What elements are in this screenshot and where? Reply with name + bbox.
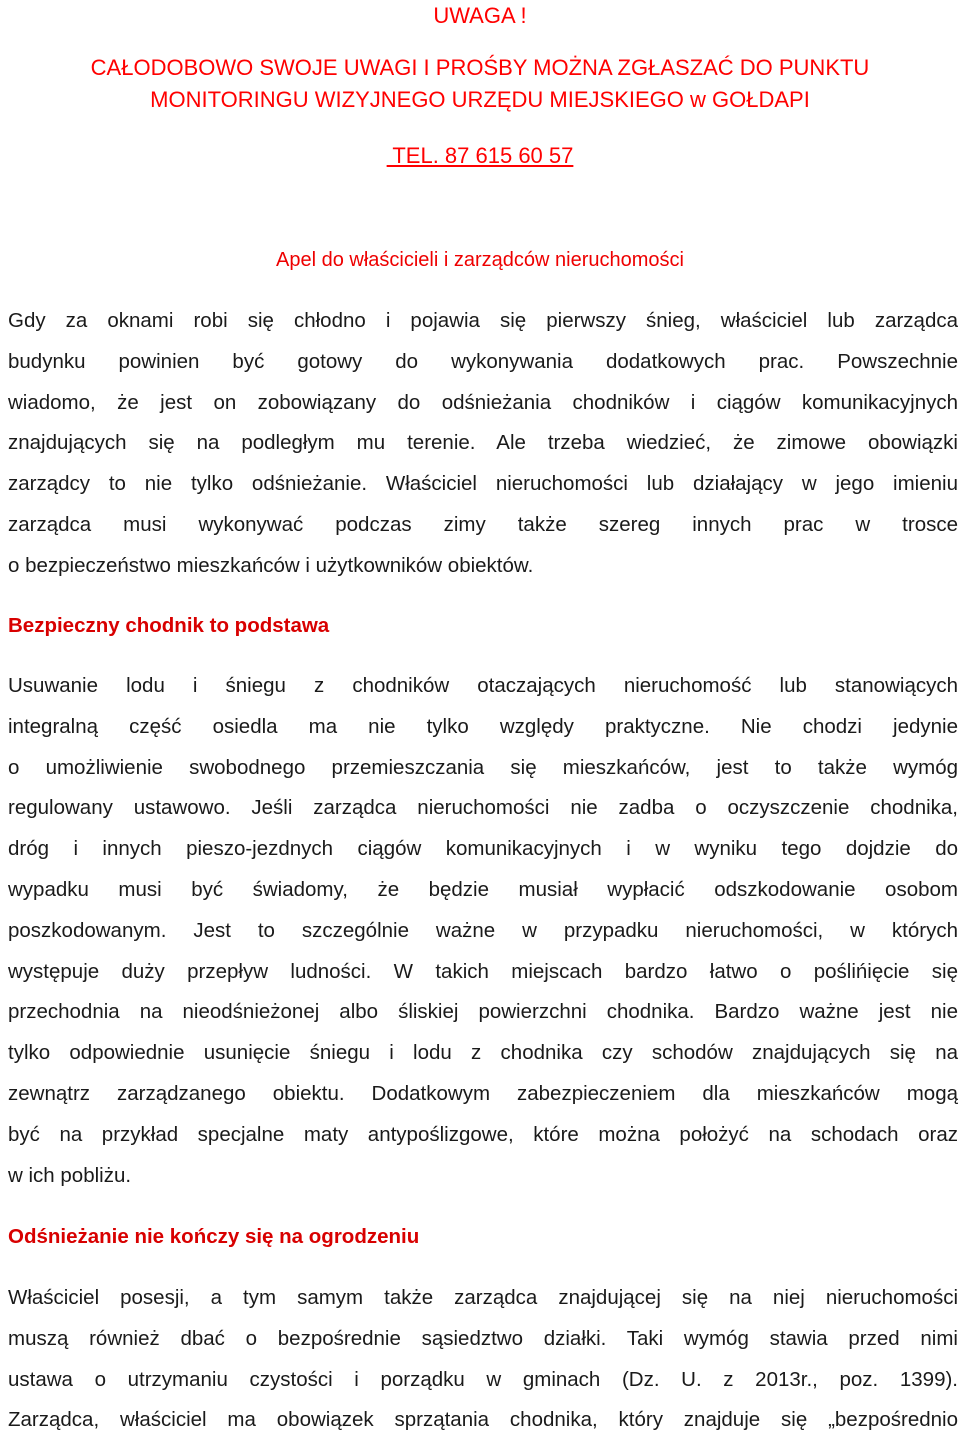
text-line: wypadku musi być świadomy, że będzie musiał wypłacić odszkodowanie osobom [8, 877, 958, 901]
text-line: w ich pobliżu. [8, 1163, 132, 1187]
text-line: wiadomo, że jest on zobowiązany do odśnieżania chodników i ciągów komunikacyjnych [8, 390, 958, 414]
text-line: muszą również dbać o bezpośrednie sąsiedztwo działki. Taki wymóg stawia przed nimi [8, 1326, 958, 1350]
notice-line-2: MONITORINGU WIZYJNEGO URZĘDU MIEJSKIEGO w GOŁDAPI [150, 87, 810, 112]
text-line: zewnątrz zarządzanego obiektu. Dodatkowym zabezpieczeniem dla mieszkańców mogą [8, 1081, 958, 1105]
section-heading-safe-sidewalk: Bezpieczny chodnik to podstawa [8, 614, 330, 637]
text-line: integralną część osiedla ma nie tylko względy praktyczne. Nie chodzi jedynie [8, 714, 958, 738]
text-line: zarządca musi wykonywać podczas zimy także szereg innych prac w trosce [8, 512, 958, 536]
text-line: o bezpieczeństwo mieszkańców i użytkowników obiektów. [8, 553, 534, 577]
section-heading-snow-removal: Odśnieżanie nie kończy się na ogrodzeniu [8, 1225, 420, 1248]
text-line: tylko odpowiednie usunięcie śniegu i lodu z chodnika czy schodów znajdujących się na [8, 1041, 958, 1065]
text-line: dróg i innych pieszo-jezdnych ciągów komunikacyjnych i w wyniku tego dojdzie do [8, 837, 958, 861]
text-line: występuje duży przepływ ludności. W takich miejscach bardzo łatwo o poślińięcie się [8, 959, 958, 983]
text-line: budynku powinien być gotowy do wykonywania dodatkowych prac. Powszechnie [8, 349, 958, 373]
document-title: Apel do właścicieli i zarządców nieruchomości [276, 249, 684, 271]
text-line: znajdujących się na podległym mu terenie. Ale trzeba wiedzieć, że zimowe obowiązki [8, 431, 958, 455]
intro-paragraph [8, 301, 958, 587]
text-line: Usuwanie lodu i śniegu z chodników otaczających nieruchomość lub stanowiących [8, 674, 958, 697]
text-line: poszkodowanym. Jest to szczególnie ważne w przypadku nieruchomości, w których [8, 918, 958, 942]
text-line: Gdy za oknami robi się chłodno i pojawia się pierwszy śnieg, właściciel lub zarządca [8, 309, 958, 332]
warning-heading: UWAGA ! [433, 3, 527, 28]
section2-paragraph [8, 1278, 958, 1441]
notice-line-1: CAŁODOBOWO SWOJE UWAGI I PROŚBY MOŻNA ZGŁASZAĆ DO PUNKTU [90, 55, 870, 80]
text-line: przechodnia na nieodśnieżonej albo śliskiej powierzchni chodnika. Bardzo ważne jest nie [8, 1000, 958, 1024]
text-line: ustawa o utrzymaniu czystości i porządku w gminach (Dz. U. z 2013r., poz. 1399). [8, 1367, 958, 1391]
text-line: o umożliwienie swobodnego przemieszczania się mieszkańców, jest to także wymóg [8, 755, 958, 779]
phone-number: TEL. 87 615 60 57 [386, 143, 574, 168]
text-line: zarządcy to nie tylko odśnieżanie. Właściciel nieruchomości lub działający w jego imieniu [8, 472, 958, 496]
text-line: być na przykład specjalne maty antypoślizgowe, które można położyć na schodach oraz [8, 1122, 958, 1146]
text-line: regulowany ustawowo. Jeśli zarządca nieruchomości nie zadba o oczyszczenie chodnika, [8, 796, 958, 820]
text-line: Zarządca, właściciel ma obowiązek sprzątania chodnika, który znajduje się „bezpośrednio [8, 1408, 958, 1432]
text-line: Właściciel posesji, a tym samym także zarządca znajdującej się na niej nieruchomości [8, 1286, 958, 1309]
section1-paragraph [8, 666, 958, 1196]
